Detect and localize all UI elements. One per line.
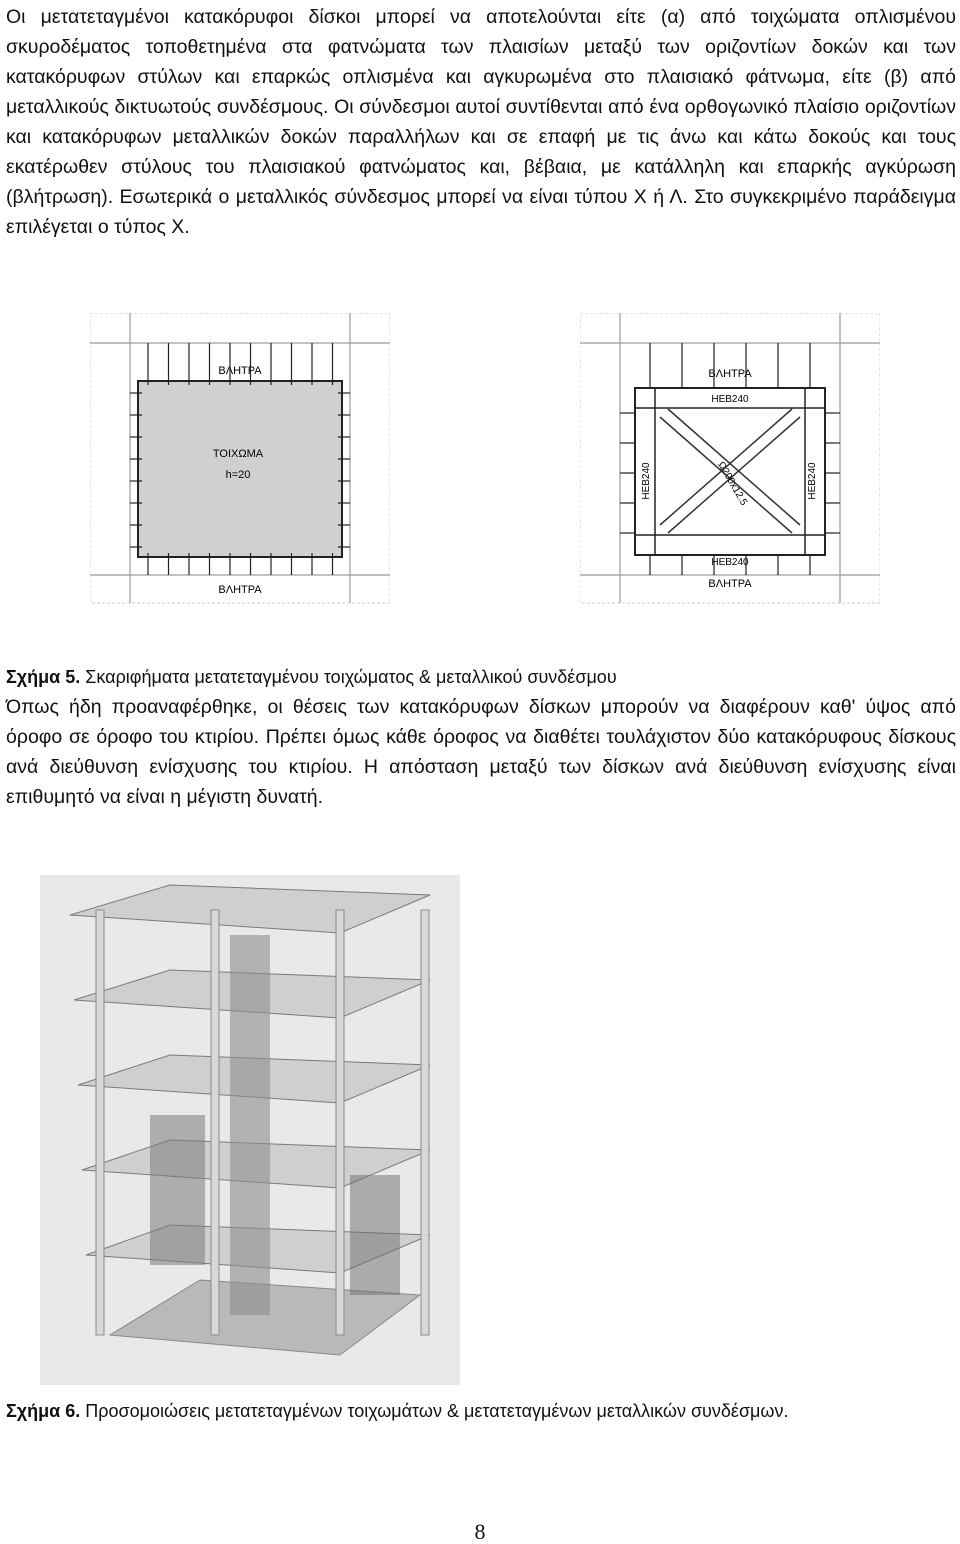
top-beam-label: HEB240 <box>711 394 749 405</box>
steel-bracing-sketch <box>580 313 880 658</box>
dowels-top-label: ΒΛΗΤΡΑ <box>218 365 262 377</box>
body-paragraph: Όπως ήδη προαναφέρθηκε, οι θέσεις των κατακόρυφων δίσκων μπορούν να διαφέρουν καθ' ύψος από όροφο σε όροφο του κτιρίου. Πρέπει όμως κάθε όροφος να διαθέτει τουλάχιστον δύο κατακόρυφους δίσκους ανά διεύθυνση ενίσχυσης του κτιρίου. Η απόσταση μεταξύ των δίσκων ανά διεύθυνση ενίσχυσης είναι επιθυμητό να είναι η μέγιστη δυνατή. <box>6 696 956 808</box>
caption-text: Προσομοιώσεις μετατεταγμένων τοιχωμάτων & μετατεταγμένων μεταλλικών συνδέσμων. <box>80 1401 789 1421</box>
right-column-label: HEB240 <box>807 462 818 500</box>
caption-text: Σκαριφήματα μετατεταγμένου τοιχώματος & μεταλλικού συνδέσμου <box>80 667 617 687</box>
wall-infill-sketch <box>90 313 390 658</box>
bottom-beam-label: HEB240 <box>711 557 749 568</box>
dowels-bottom-label: ΒΛΗΤΡΑ <box>708 578 752 590</box>
thickness-label: h=20 <box>225 469 251 481</box>
caption-number: Σχήμα 6. <box>6 1401 81 1421</box>
caption-number: Σχήμα 5. <box>6 667 81 687</box>
figure-5-caption <box>6 665 617 689</box>
figure-6-caption <box>6 1399 788 1423</box>
wall-label: ΤΟΙΧΩΜΑ <box>212 448 264 460</box>
dowels-top-label: ΒΛΗΤΡΑ <box>708 368 752 380</box>
page-number: 8 <box>474 1519 486 1544</box>
dowels-bottom-label: ΒΛΗΤΡΑ <box>218 584 262 596</box>
left-column-label: HEB240 <box>641 462 652 500</box>
intro-paragraph: Οι μετατεταγμένοι κατακόρυφοι δίσκοι μπορεί να αποτελούνται είτε (α) από τοιχώματα οπλισμένου σκυροδέματος τοποθετημένα στα φατνώματα των πλαισίων μεταξύ των οριζοντίων δοκών και των κατακόρυφων στύλων και επαρκώς οπλισμένα και αγκυρωμένα στο πλαισιακό φάτνωμα, είτε (β) από μεταλλικούς δικτυωτούς συνδέσμους. Οι σύνδεσμοι αυτοί συντίθενται από ένα ορθογωνικό πλαίσιο οριζοντίων και κατακόρυφων μεταλλικών δοκών παραλλήλων και σε επαφή με τις άνω και κάτω δοκούς και τους εκατέρωθεν στύλους του πλαισιακού φατνώματος και, βέβαια, με κατάλληλη και επαρκής αγκύρωση (βλήτρωση). Εσωτερικά ο μεταλλικός σύνδεσμος μπορεί να είναι τύπου Χ ή Λ. Στο συγκεκριμένο παράδειγμα επιλέγεται ο τύπος Χ. <box>6 6 956 238</box>
brace-label: Ω200x12.5 <box>715 459 750 508</box>
building-3d-model <box>40 875 460 1385</box>
